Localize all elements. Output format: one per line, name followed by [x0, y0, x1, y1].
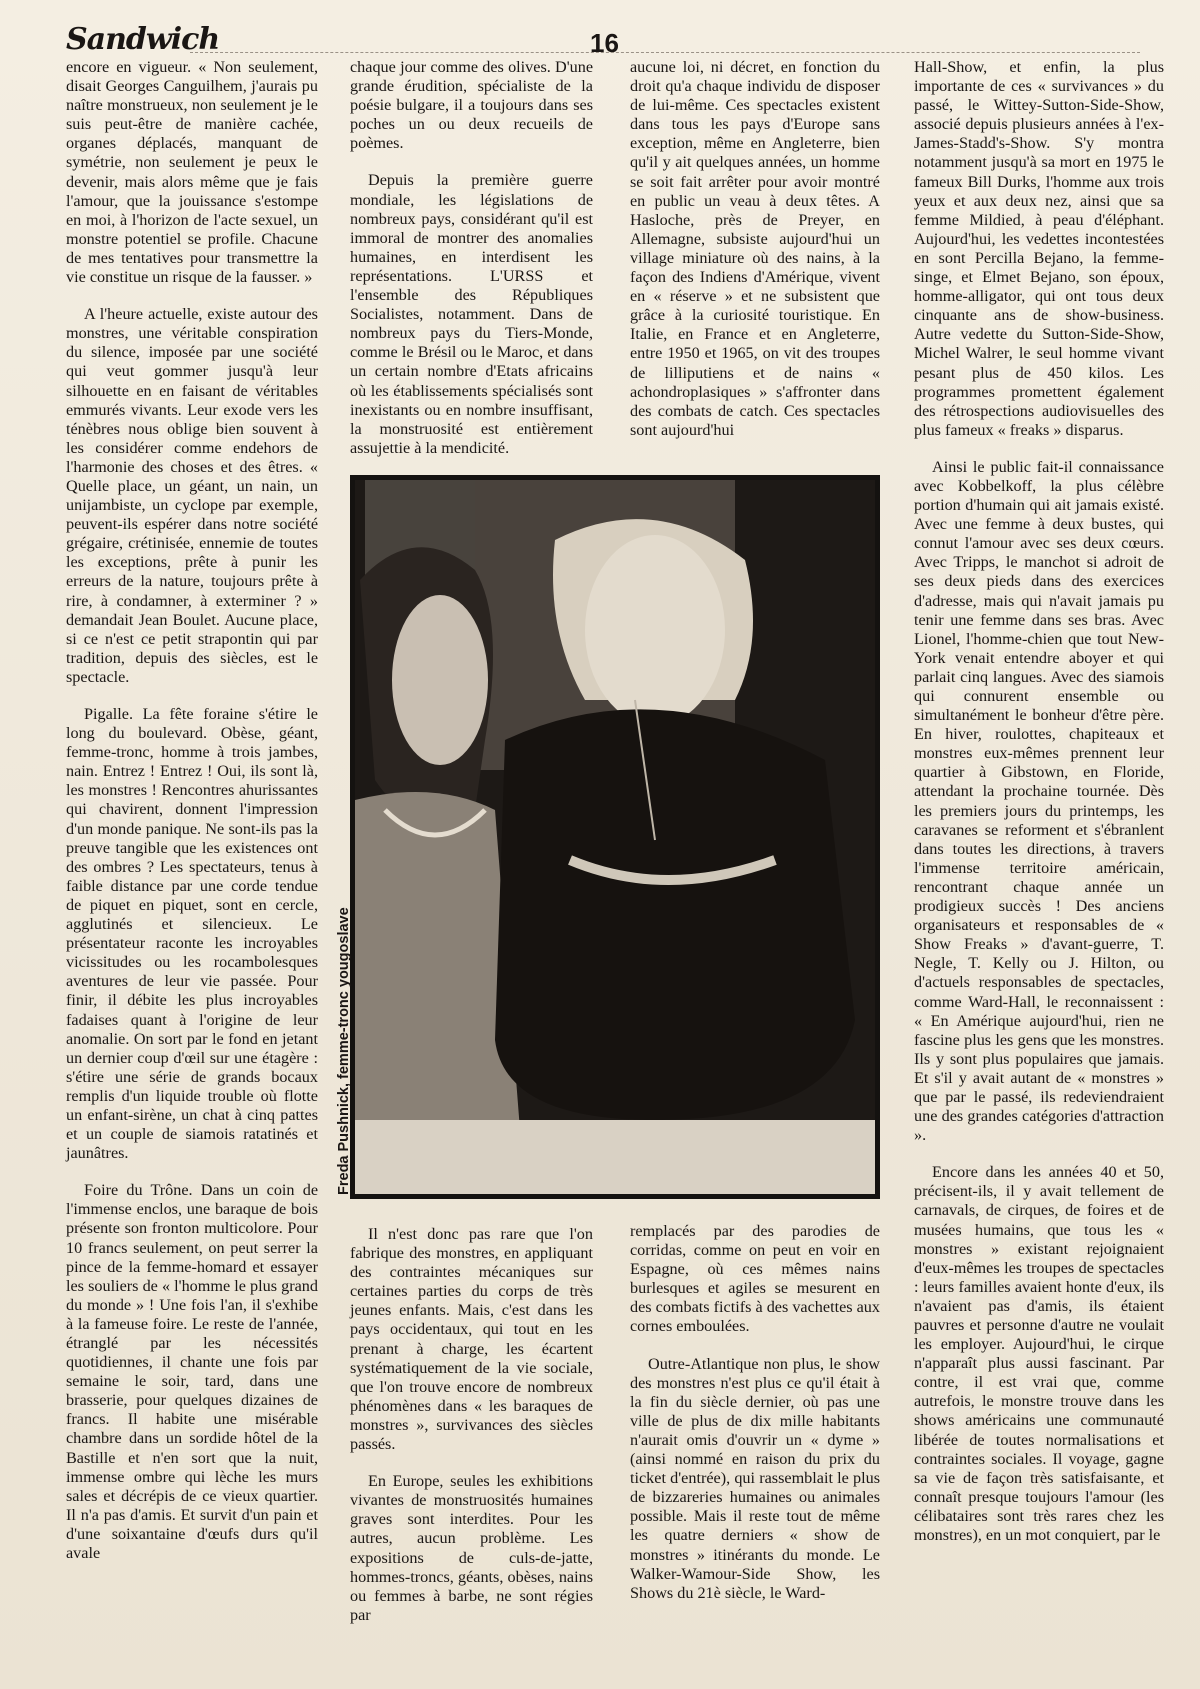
col4-paragraph: Ainsi le public fait-il connaissance avec Kobbelkoff, la plus célèbre portion d'humain qui ait jamais existé. Avec une femme à deux bustes, qui connut l'amour avec ses deux cœurs. Avec Tripps, le manchot si adroit de ses deux pieds dans des exercices d'adresse, mais qui n'avait jamais pu tenir une femme dans ses bras. Avec Lionel, l'homme-chien que tout New-York venait entendre aboyer et qui parlait cinq langues. Avec des siamois qui connurent ensemble ou simultanément le bonheur d'être père. En hiver, roulottes, chapiteaux et monstres eux-mêmes prennent leur quartier à Gibstown, en Floride, attendant la prochaine tournée. Dès les premiers jours du printemps, les caravanes se reforment et s'ébranlent dans toutes les directions, à travers l'immense territoire américain, rencontrant chaque année un prodigieux succès ! Des anciens organisateurs et responsables de « Show Freaks » d'avant-guerre, T. Negle, T. Kelly ou J. Hilton, ou d'actuels responsables de spectacles, comme Ward-Hall, le reconnaissent : « En Amérique aujourd'hui, rien ne fascine plus les gens que les monstres. Ils y sont plus populaires que jamais. Et s'il y avait autant de « monstres » que par le passé, ils redeviendraient une des grandes catégories d'attraction ».	[914, 457, 1164, 1145]
col3-paragraph: remplacés par des parodies de corridas, comme on peut en voir en Espagne, où ces mêmes nains burlesques et agiles se mesurent en des combats fictifs à des vachettes aux cornes emboulées.	[630, 1222, 880, 1336]
column-2-top	[350, 58, 593, 476]
col2-paragraph: En Europe, seules les exhibitions vivantes de monstruosités humaines graves sont interdites. Pour les autres, aucun problème. Les expositions de culs-de-jatte, hommes-troncs, géants, obèses, nains ou femmes à barbe, ne sont régies par	[350, 1472, 593, 1624]
col3-paragraph: Outre-Atlantique non plus, le show des monstres n'est plus ce qu'il était à la fin du siècle dernier, où pas une ville de plus de dix mille habitants n'aurait omis d'ouvrir un « dyme » (ainsi nommé en raison du prix du ticket d'entrée), qui rassemblait le plus de bizzareries humaines ou animales possible. Mais il reste tout de même les quatre derniers « show de monstres » itinérants du monde. Le Walker-Wamour-Side Show, les Shows du 21è siècle, le Ward-	[630, 1354, 880, 1602]
col4-paragraph: Encore dans les années 40 et 50, précisent-ils, il y avait tellement de carnavals, de cirques, de foires et de musées humains, que tous les « monstres » existant rejoignaient d'eux-mêmes les troupes de spectacles : leurs familles avaient honte d'eux, ils n'avaient pas d'amis, ils étaient pauvres et personne d'autre ne voulait les employer. Aujourd'hui, le cirque n'apparaît plus aussi fascinant. Par contre, il est vrai que, comme autrefois, le monstre trouve dans les shows américains une communauté libérée de toutes normalisations et contraintes sociales. Il voyage, gagne sa vie de façon très satisfaisante, et connaît presque toujours l'amour (les célibataires sont très rares chez les monstres), en un mot conquiert, par le	[914, 1163, 1164, 1545]
col1-paragraph: A l'heure actuelle, existe autour des monstres, une véritable conspiration du silence, imposée par une société qui veut gommer jusqu'à leur silhouette en en faisant de véritables emmurés vivants. Leur exode vers les ténèbres nous oblige bien souvent à les considérer comme endehors de l'harmonie des choses et des êtres. « Quelle place, un géant, un nain, un unijambiste, un cyclope par exemple, peuvent-ils espérer dans notre société grégaire, crétinisée, ennemie de toutes les exceptions, prête à punir les erreurs de la nature, toujours prête à rire, à condamner, à exterminer ? » demandait Jean Boulet. Aucune place, si ce n'est ce petit strapontin qui par tradition, depuis des siècles, est le spectacle.	[66, 305, 318, 686]
col1-paragraph: encore en vigueur. « Non seulement, disait Georges Canguilhem, j'aurais pu naître monstrueux, non seulement je le suis peut-être de manière cachée, organes déplacés, manquant de symétrie, non seulement je peux le devenir, mais alors même que je fais l'amour, que la jouissance s'estompe en moi, à l'horizon de l'acte sexuel, un monstre potentiel se profile. Chacune de mes tentatives pour transmettre la vie constitue un risque de la fausser. »	[66, 58, 318, 287]
column-2-bottom	[350, 1225, 593, 1643]
column-3-bottom	[630, 1222, 880, 1621]
col2-paragraph: Depuis la première guerre mondiale, les législations de nombreux pays, considérant qu'il est immoral de montrer des anomalies humaines, en interdisent les représentations. L'URSS et l'ensemble des Républiques Socialistes, notamment. Dans de nombreux pays du Tiers-Monde, comme le Brésil ou le Maroc, et dans un certain nombre d'Etats africains où les établissements spécialisés sont inexistants ou en nombre insuffisant, la monstruosité est entièrement assujettie à la mendicité.	[350, 171, 593, 457]
column-3-top	[630, 58, 880, 458]
photo-caption: Freda Pushnick, femme-tronc yougoslave	[336, 907, 352, 1195]
header-rule	[190, 52, 1140, 53]
col1-paragraph: Foire du Trône. Dans un coin de l'immense enclos, une baraque de bois présente son fronton multicolore. Pour 10 francs seulement, on peut serrer la pince de la femme-homard et essayer les souliers de « l'homme le plus grand du monde » ! Une fois l'an, il s'exhibe à la fameuse foire. Le reste de l'année, étranglé par les nécessités quotidiennes, il chante une fois par semaine le soir, tard, dans une brasserie, pour quelques dizaines de francs. Il habite une misérable chambre dans un sordide hôtel de la Bastille et n'en sort que la nuit, immense ombre qui lèche les murs sales et décrépis de ce vieux quartier. Il n'a pas d'amis. Et survit d'un pain et d'une soixantaine d'œufs durs qu'il avale	[66, 1181, 318, 1563]
col1-paragraph: Pigalle. La fête foraine s'étire le long du boulevard. Obèse, géant, femme-tronc, homme à trois jambes, nain. Entrez ! Entrez ! Oui, ils sont là, les monstres ! Rencontres ahurissantes qui chavirent, donnent l'impression d'un monde panique. Ne sont-ils pas la preuve tangible que les existences ont des ombres ? Les spectateurs, tenus à faible distance par une corde tendue de piquet en piquet, sont en cercle, agglutinés et silencieux. Le présentateur raconte les incroyables vicissitudes ou les rocambolesques aventures de leur vie passée. Pour finir, il débite les plus incroyables fadaises quant à l'origine de leur anomalie. On sort par le fond en jetant un dernier coup d'œil sur une étagère : s'étire une série de grands bocaux remplis d'un liquide trouble où flotte un enfant-sirène, un chat à cinq pattes et un couple de siamois ratatinés et jaunâtres.	[66, 705, 318, 1163]
photo-illustration	[355, 480, 875, 1194]
column-4	[914, 58, 1164, 1563]
col4-paragraph: Hall-Show, et enfin, la plus importante de ces « survivances » du passé, le Wittey-Sutton-Side-Show, associé depuis plusieurs années à l'ex-James-Stadd's-Show. S'y montra notamment jusqu'à sa mort en 1975 le fameux Bill Durks, l'homme aux trois yeux et aux deux nez, ainsi que sa femme Mildied, à peau d'éléphant. Aujourd'hui, les vedettes incontestées en sont Percilla Bejano, la femme-singe, et Elmet Bejano, son époux, homme-alligator, qui ont tous deux cinquante ans de show-business. Autre vedette du Sutton-Side-Show, Michel Walrer, le seul homme vivant pesant plus de 450 kilos. Les programmes promettent également des rétrospections audiovisuelles des plus fameux « freaks » disparus.	[914, 58, 1164, 439]
col2-paragraph: Il n'est donc pas rare que l'on fabrique des monstres, en appliquant des contraintes mécaniques sur certaines parties du corps de très jeunes enfants. Mais, c'est dans les pays occidentaux, qui tout en les prenant à charge, les écartent systématiquement de la vie sociale, que l'on trouve encore de nombreux phénomènes dans « les baraques de monstres », survivances des siècles passés.	[350, 1225, 593, 1454]
masthead-logo: Sandwich	[66, 22, 220, 57]
column-1	[66, 58, 318, 1581]
col3-paragraph: aucune loi, ni décret, en fonction du droit qu'a chaque individu de disposer de lui-même. Ces spectacles existent dans tous les pays d'Europe sans exception, même en Angleterre, bien qu'il y ait quelques années, un homme se soit fait arrêter pour avoir montré en public un veau à deux têtes. A Hasloche, près de Preyer, en Allemagne, subsiste aujourd'hui un village miniature où des nains, à la façon des Indiens d'Amérique, vivent en « réserve » et ne subsistent que grâce à la curiosité touristique. En Italie, en France et en Angleterre, entre 1950 et 1965, on vit des troupes de lilliputiens et de nains « achondroplasiques » s'affronter dans des combats de catch. Ces spectacles sont aujourd'hui	[630, 58, 880, 439]
page-number: 16	[590, 28, 619, 58]
col2-paragraph: chaque jour comme des olives. D'une grande érudition, spécialiste de la poésie bulgare, il a toujours dans ses poches un ou deux recueils de poèmes.	[350, 58, 593, 153]
photograph	[350, 475, 880, 1199]
